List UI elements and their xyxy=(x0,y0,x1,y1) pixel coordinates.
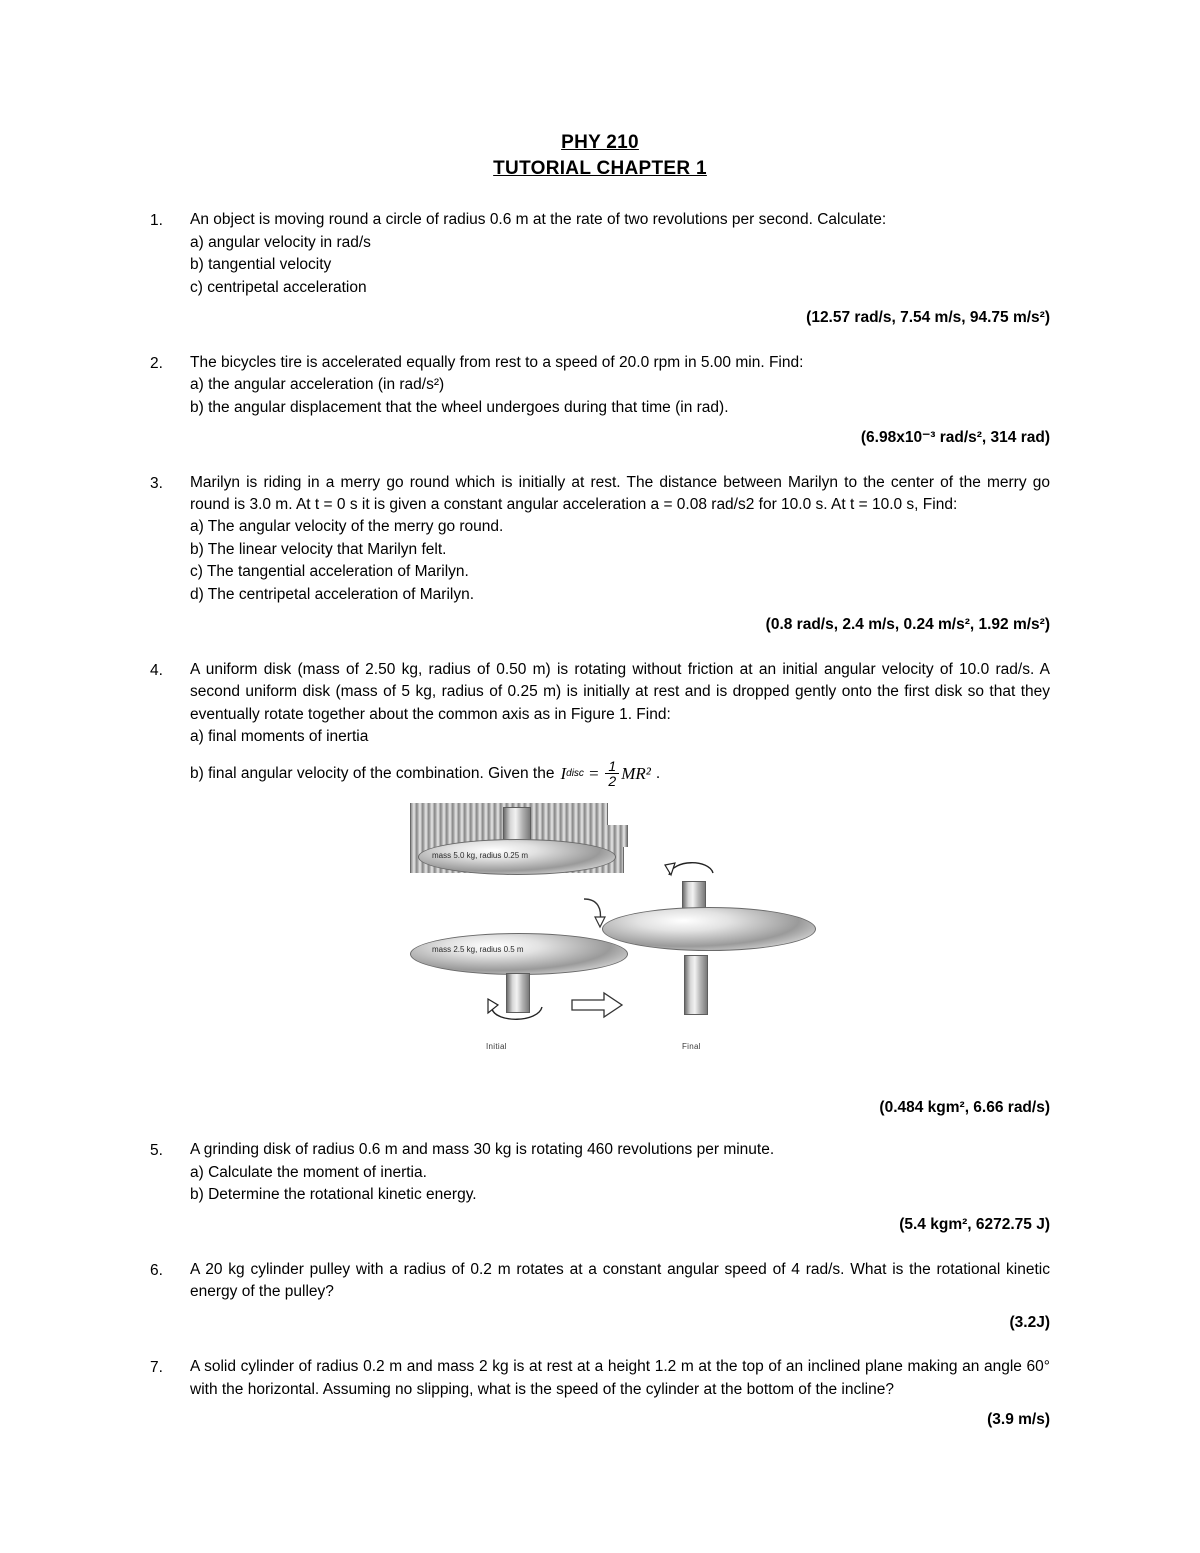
question-line: d) The centripetal acceleration of Marilyn. xyxy=(190,585,475,603)
question-body xyxy=(190,659,1050,1077)
question-item xyxy=(150,209,1050,329)
question-line: b) The linear velocity that Marilyn felt. xyxy=(190,540,447,558)
question-body xyxy=(190,472,1050,637)
question-item xyxy=(150,472,1050,637)
question-line: A grinding disk of radius 0.6 m and mass 30 kg is rotating 460 revolutions per minute. xyxy=(190,1141,775,1159)
caption-initial: Initial xyxy=(486,1042,507,1052)
fraction-numerator: 1 xyxy=(605,759,619,775)
mr-squared: MR² xyxy=(621,763,651,783)
question-number: 4. xyxy=(150,661,163,679)
formula-prefix: b) final angular velocity of the combination. Given the xyxy=(190,764,555,782)
small-disk-label: mass 5.0 kg, radius 0.25 m xyxy=(432,851,529,861)
rotation-arrow-initial-icon xyxy=(482,993,552,1027)
final-disk-top-face xyxy=(602,907,816,951)
large-disk-label: mass 2.5 kg, radius 0.5 m xyxy=(432,945,524,955)
page-title xyxy=(150,130,1050,181)
caption-final: Final xyxy=(682,1042,701,1052)
question-item xyxy=(150,352,1050,450)
question-item xyxy=(150,659,1050,1077)
question-line: b) the angular displacement that the wheel undergoes during that time (in rad). xyxy=(190,398,729,416)
question-number: 2. xyxy=(150,354,163,372)
question-line: b) tangential velocity xyxy=(190,256,332,274)
title-line-course: PHY 210 xyxy=(561,132,639,153)
formula-period: . xyxy=(655,764,661,782)
question-body xyxy=(190,1139,1050,1237)
inertia-symbol: I xyxy=(560,763,567,783)
question-line: A solid cylinder of radius 0.2 m and mass 2 kg is at rest at a height 1.2 m at the top of an inclined plane making an angle 60° with the horizontal. Assuming no slipping, what is the speed of the cylinder at the bottom of the incline? xyxy=(190,1358,1050,1398)
question-number: 3. xyxy=(150,474,163,492)
figure-1 xyxy=(190,803,1050,1073)
question-line: An object is moving round a circle of radius 0.6 m at the rate of two revolutions per second. Calculate: xyxy=(190,211,887,229)
question-body xyxy=(190,352,1050,450)
equals-sign: = xyxy=(587,763,600,783)
question-line: b) Determine the rotational kinetic energy. xyxy=(190,1185,477,1203)
question-line: c) The tangential acceleration of Marilyn. xyxy=(190,563,469,581)
question-item xyxy=(150,1356,1050,1431)
question-item xyxy=(150,1259,1050,1334)
question-list xyxy=(150,209,1050,1431)
answer-key: (12.57 rad/s, 7.54 m/s, 94.75 m/s²) xyxy=(806,309,1050,327)
answer-key: (0.8 rad/s, 2.4 m/s, 0.24 m/s², 1.92 m/s²) xyxy=(765,616,1050,634)
title-line-tutorial: TUTORIAL CHAPTER 1 xyxy=(493,157,707,179)
question-body xyxy=(190,1259,1050,1334)
question-number: 1. xyxy=(150,212,163,230)
question-number: 5. xyxy=(150,1142,163,1160)
question-number: 7. xyxy=(150,1359,163,1377)
question-line: a) the angular acceleration (in rad/s²) xyxy=(190,376,445,394)
answer-key: (3.2J) xyxy=(1009,1313,1050,1331)
rotating-disks-figure xyxy=(410,803,830,1073)
question-line: A 20 kg cylinder pulley with a radius of 0.2 m rotates at a constant angular speed of 4 rad/s. What is the rotational kinetic energy of the pulley? xyxy=(190,1260,1050,1301)
question-line: a) Calculate the moment of inertia. xyxy=(190,1163,427,1181)
inertia-subscript: disc xyxy=(566,767,584,779)
question-line: a) The angular velocity of the merry go round. xyxy=(190,518,504,536)
answer-key: (3.9 m/s) xyxy=(987,1411,1050,1429)
answer-key: (6.98x10⁻³ rad/s², 314 rad) xyxy=(860,429,1050,447)
question-number: 6. xyxy=(150,1261,163,1279)
question-line: A uniform disk (mass of 2.50 kg, radius of 0.50 m) is rotating without friction at an initial angular velocity of 10.0 rad/s. A second uniform disk (mass of 5 kg, radius of 0.25 m) is initially at rest and is dropped gently onto the first disk so that they eventually rotate together about the common axis as in Figure 1. Find: xyxy=(190,660,1050,723)
question-line: Marilyn is riding in a merry go round which is initially at rest. The distance between Marilyn to the center of the merry go round is 3.0 m. At t = 0 s it is given a constant angular acceleration a = 0.08 rad/s2 for 10.0 s. At t = 10.0 s, Find: xyxy=(190,473,1050,513)
formula-line xyxy=(190,759,1050,789)
final-shaft-bottom xyxy=(684,955,708,1015)
answer-key: (5.4 kgm², 6272.75 J) xyxy=(899,1216,1050,1234)
one-half-fraction xyxy=(605,759,619,789)
answer-key: (0.484 kgm², 6.66 rad/s) xyxy=(879,1099,1050,1117)
fraction-denominator: 2 xyxy=(608,773,617,790)
question-line: a) final moments of inertia xyxy=(190,728,369,746)
transition-arrow-icon xyxy=(570,991,626,1019)
question-line: c) centripetal acceleration xyxy=(190,278,367,296)
question-body xyxy=(190,1356,1050,1431)
question-line: The bicycles tire is accelerated equally from rest to a speed of 20.0 rpm in 5.00 min. Find: xyxy=(190,353,804,371)
question-item xyxy=(150,1139,1050,1237)
question-body xyxy=(190,209,1050,329)
question-line: a) angular velocity in rad/s xyxy=(190,233,371,251)
